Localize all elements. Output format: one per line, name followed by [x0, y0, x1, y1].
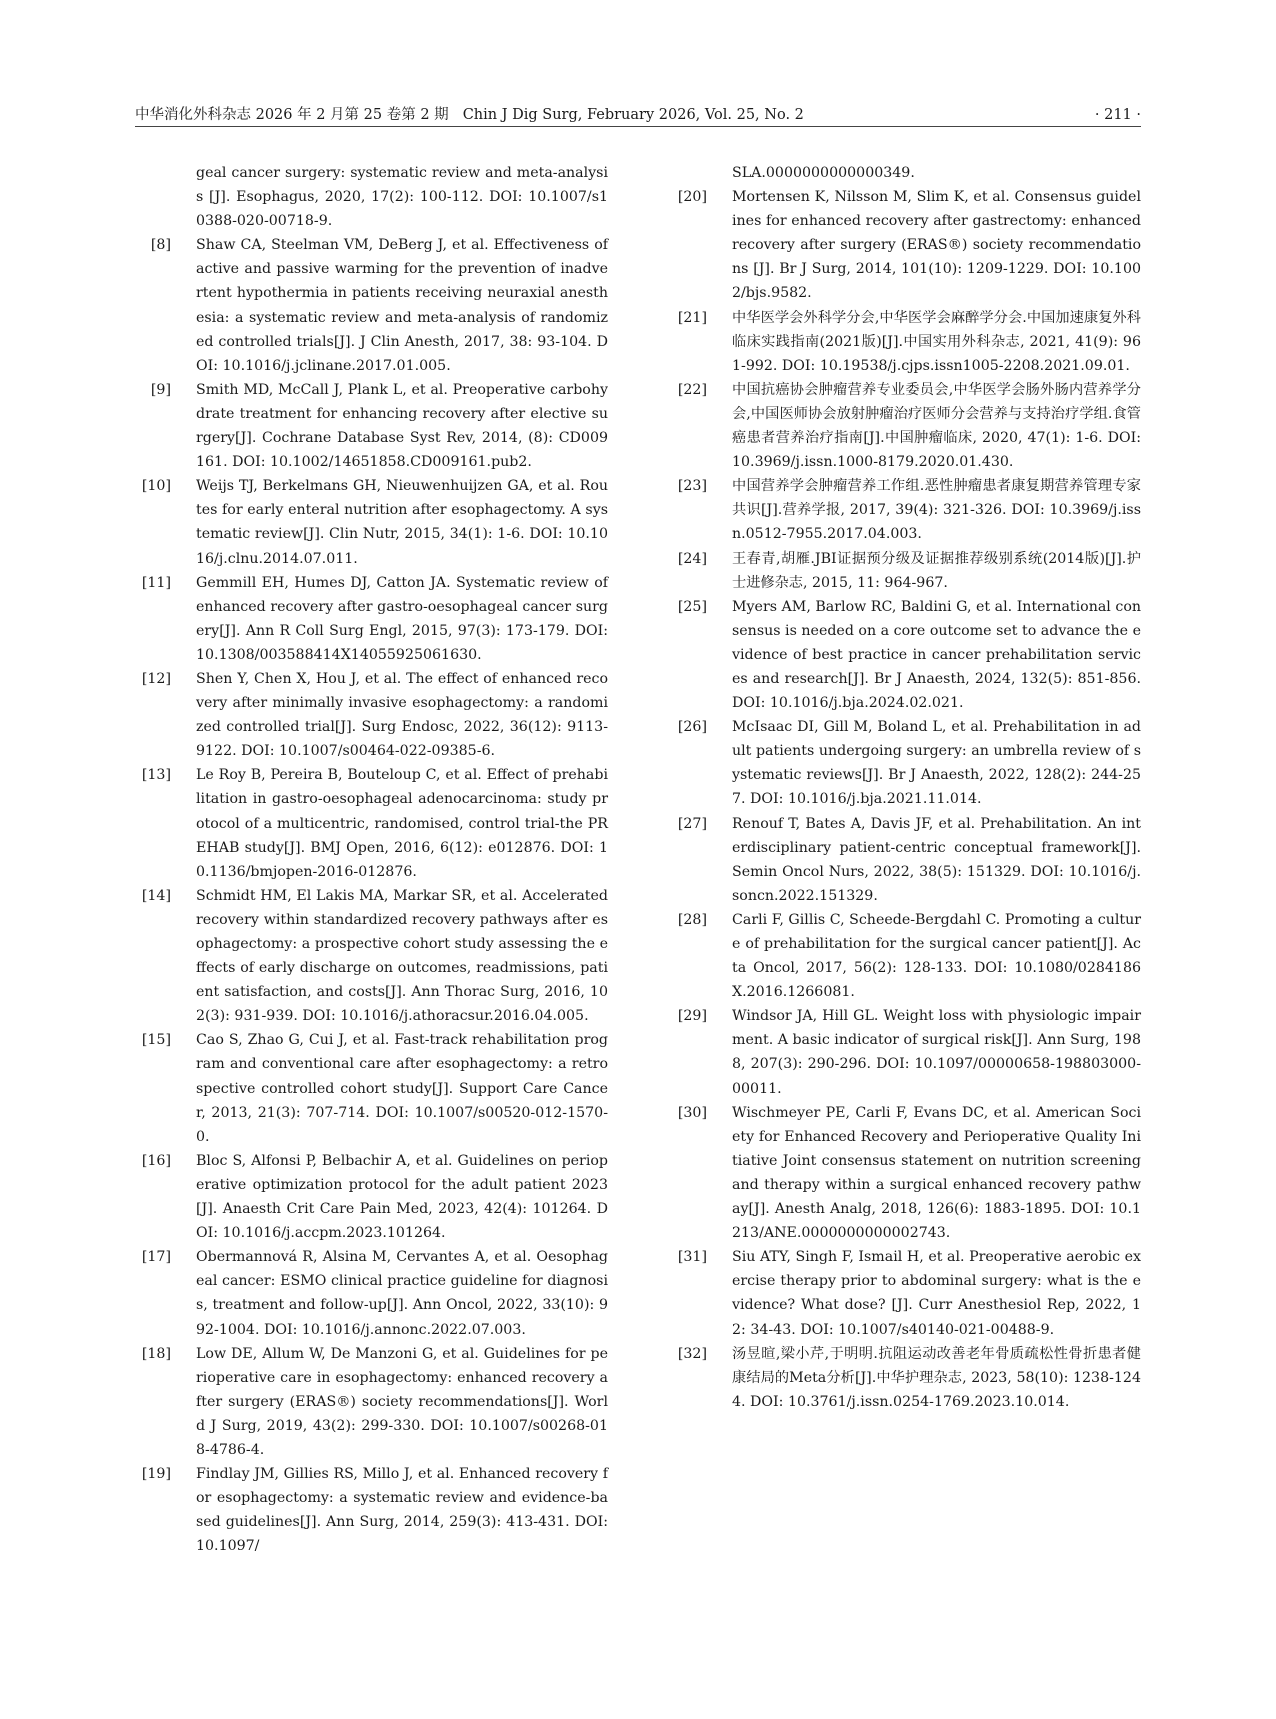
reference-item [671, 474, 1141, 546]
reference-item [135, 378, 608, 474]
reference-number: [28] [677, 911, 707, 928]
reference-number: [29] [677, 1008, 707, 1025]
reference-number: [10] [141, 478, 171, 495]
reference-item [671, 185, 1141, 305]
reference-number: [22] [677, 381, 707, 398]
reference-item [671, 161, 1141, 185]
reference-item [135, 571, 608, 667]
reference-item [135, 233, 608, 378]
reference-number: [30] [677, 1104, 707, 1121]
reference-text: Mortensen K, Nilsson M, Slim K, et al. Consensus guidelines for enhanced recovery after gastrectomy: enhanced recovery after surgery (ERAS®) society recommendations [J]. Br J Surg, 2014, 101(10): 1209-1229. DOI: 10.1002/bjs.9582. [732, 189, 1141, 302]
reference-text: Myers AM, Barlow RC, Baldini G, et al. International consensus is needed on a core outcome set to advance the evidence of best practice in cancer prehabilitation services and research[J]. Br J Anaesth, 2024, 132(5): 851-856. DOI: 10.1016/j.bja.2024.02.021. [732, 598, 1141, 712]
reference-text: Schmidt HM, El Lakis MA, Markar SR, et al. Accelerated recovery within standardized recovery pathways after esophagectomy: a prospective cohort study assessing the effects of early discharge on outcomes, readmissions, patient satisfaction, and costs[J]. Ann Thorac Surg, 2016, 102(3): 931-939. DOI: 10.1016/j.athoracsur.2016.04.005. [196, 887, 608, 1025]
journal-name-en: Chin J Dig Surg, February 2026, Vol. 25, No. 2 [462, 107, 804, 123]
reference-item [135, 161, 608, 233]
reference-number: [18] [141, 1345, 171, 1362]
reference-text: Renouf T, Bates A, Davis JF, et al. Prehabilitation. An interdisciplinary patient-centric conceptual framework[J]. Semin Oncol Nurs, 2022, 38(5): 151329. DOI: 10.1016/j.soncn.2022.151329. [732, 815, 1141, 904]
journal-name-cn: 中华消化外科杂志 2026 年 2 月第 25 卷第 2 期 [135, 107, 449, 123]
reference-number: [17] [141, 1249, 171, 1266]
reference-text: Le Roy B, Pereira B, Bouteloup C, et al. Effect of prehabilitation in gastro-oesophageal adenocarcinoma: study protocol of a multicentric, randomised, control trial-the PREHAB study[J]. BMJ Open, 2016, 6(12): e012876. DOI: 10.1136/bmjopen-2016-012876. [196, 767, 608, 880]
reference-number: [23] [677, 478, 707, 495]
reference-number: [15] [141, 1032, 171, 1049]
reference-item [671, 908, 1141, 1004]
reference-text: 中国抗癌协会肿瘤营养专业委员会,中华医学会肠外肠内营养学分会,中国医师协会放射肿瘤治疗医师分会营养与支持治疗学组.食管癌患者营养治疗指南[J].中国肿瘤临床, 2020, 47(1): 1-6. DOI: 10.3969/j.issn.1000-8179.2020.01.430. [732, 381, 1141, 471]
reference-item [135, 884, 608, 1029]
reference-column-right [671, 161, 1141, 1414]
reference-number: [31] [677, 1249, 707, 1266]
reference-item [135, 474, 608, 570]
reference-item [671, 1004, 1141, 1100]
reference-number: [16] [141, 1152, 171, 1169]
reference-item [671, 547, 1141, 595]
reference-text: Obermannová R, Alsina M, Cervantes A, et al. Oesophageal cancer: ESMO clinical practice guideline for diagnosis, treatment and follow-up[J]. Ann Oncol, 2022, 33(10): 992-1004. DOI: 10.1016/j.annonc.2022.07.003. [196, 1249, 608, 1338]
reference-number: [9] [150, 381, 171, 398]
reference-text: Carli F, Gillis C, Scheede-Bergdahl C. Promoting a culture of prehabilitation for the surgical cancer patient[J]. Acta Oncol, 2017, 56(2): 128-133. DOI: 10.1080/0284186X.2016.1266081. [732, 911, 1141, 1001]
reference-text: SLA.0000000000000349. [732, 165, 915, 181]
reference-text: 汤昱暄,梁小芹,于明明.抗阻运动改善老年骨质疏松性骨折患者健康结局的Meta分析[J].中华护理杂志, 2023, 58(10): 1238-1244. DOI: 10.3761/j.issn.0254-1769.2023.10.014. [732, 1345, 1141, 1410]
reference-text: Bloc S, Alfonsi P, Belbachir A, et al. Guidelines on perioperative optimization protocol for the adult patient 2023[J]. Anaesth Crit Care Pain Med, 2023, 42(4): 101264. DOI: 10.1016/j.accpm.2023.101264. [196, 1152, 608, 1242]
reference-number: [25] [677, 598, 707, 615]
reference-text: Low DE, Allum W, De Manzoni G, et al. Guidelines for perioperative care in esophagectomy: enhanced recovery after surgery (ERAS®) society recommendations[J]. World J Surg, 2019, 43(2): 299-330. DOI: 10.1007/s00268-018-4786-4. [196, 1345, 608, 1458]
reference-item [135, 763, 608, 883]
reference-item [671, 1245, 1141, 1341]
reference-number: [8] [150, 237, 171, 254]
reference-text: Weijs TJ, Berkelmans GH, Nieuwenhuijzen GA, et al. Routes for early enteral nutrition after esophagectomy. A systematic review[J]. Clin Nutr, 2015, 34(1): 1-6. DOI: 10.1016/j.clnu.2014.07.011. [196, 478, 608, 567]
reference-number: [11] [141, 574, 171, 591]
reference-number: [21] [677, 309, 707, 326]
running-header [135, 104, 1141, 127]
reference-item [135, 1149, 608, 1245]
reference-text: Wischmeyer PE, Carli F, Evans DC, et al. American Society for Enhanced Recovery and Perioperative Quality Initiative Joint consensus statement on nutrition screening and therapy within a surgical enhanced recovery pathway[J]. Anesth Analg, 2018, 126(6): 1883-1895. DOI: 10.1213/ANE.0000000000002743. [732, 1104, 1141, 1242]
reference-number: [24] [677, 550, 707, 567]
reference-number: [13] [141, 767, 171, 784]
reference-item [671, 715, 1141, 811]
reference-text: McIsaac DI, Gill M, Boland L, et al. Prehabilitation in adult patients undergoing surgery: an umbrella review of systematic reviews[J]. Br J Anaesth, 2022, 128(2): 244-257. DOI: 10.1016/j.bja.2021.11.014. [732, 719, 1141, 808]
reference-text: Shaw CA, Steelman VM, DeBerg J, et al. Effectiveness of active and passive warming for the prevention of inadvertent hypothermia in patients receiving neuraxial anesthesia: a systematic review and meta-analysis of randomized controlled trials[J]. J Clin Anesth, 2017, 38: 93-104. DOI: 10.1016/j.jclinane.2017.01.005. [196, 237, 608, 374]
reference-item [671, 378, 1141, 474]
reference-item [671, 1342, 1141, 1414]
page-number: · 211 · [1094, 107, 1141, 123]
reference-item [671, 812, 1141, 908]
reference-number: [20] [677, 189, 707, 206]
reference-text: 中国营养学会肿瘤营养工作组.恶性肿瘤患者康复期营养管理专家共识[J].营养学报, 2017, 39(4): 321-326. DOI: 10.3969/j.issn.0512-7955.2017.04.003. [732, 478, 1141, 543]
reference-item [135, 667, 608, 763]
reference-item [671, 306, 1141, 378]
reference-text: Shen Y, Chen X, Hou J, et al. The effect of enhanced recovery after minimally invasive esophagectomy: a randomized controlled trial[J]. Surg Endosc, 2022, 36(12): 9113-9122. DOI: 10.1007/s00464-022-09385-6. [196, 670, 608, 760]
reference-text: Cao S, Zhao G, Cui J, et al. Fast-track rehabilitation program and conventional care after esophagectomy: a retrospective controlled cohort study[J]. Support Care Cancer, 2013, 21(3): 707-714. DOI: 10.1007/s00520-012-1570-0. [196, 1032, 608, 1145]
reference-text: Windsor JA, Hill GL. Weight loss with physiologic impairment. A basic indicator of surgical risk[J]. Ann Surg, 1988, 207(3): 290-296. DOI: 10.1097/00000658-198803000-00011. [732, 1008, 1141, 1097]
reference-text: geal cancer surgery: systematic review and meta-analysis [J]. Esophagus, 2020, 17(2): 100-112. DOI: 10.1007/s10388-020-00718-9. [196, 165, 608, 230]
reference-number: [27] [677, 815, 707, 832]
journal-citation-line [135, 104, 804, 126]
reference-number: [14] [141, 887, 171, 904]
reference-text: Gemmill EH, Humes DJ, Catton JA. Systematic review of enhanced recovery after gastro-oesophageal cancer surgery[J]. Ann R Coll Surg Engl, 2015, 97(3): 173-179. DOI: 10.1308/003588414X14055925061630. [196, 574, 608, 663]
reference-text: 王春青,胡雁.JBI证据预分级及证据推荐级别系统(2014版)[J].护士进修杂志, 2015, 11: 964-967. [732, 550, 1141, 591]
reference-text: 中华医学会外科学分会,中华医学会麻醉学分会.中国加速康复外科临床实践指南(2021版)[J].中国实用外科杂志, 2021, 41(9): 961-992. DOI: 10.19538/j.cjps.issn1005-2208.2021.09.01. [732, 309, 1141, 374]
reference-item [135, 1462, 608, 1558]
reference-number: [32] [677, 1345, 707, 1362]
reference-number: [26] [677, 719, 707, 736]
reference-item [135, 1028, 608, 1148]
reference-item [135, 1342, 608, 1462]
reference-text: Siu ATY, Singh F, Ismail H, et al. Preoperative aerobic exercise therapy prior to abdominal surgery: what is the evidence? What dose? [J]. Curr Anesthesiol Rep, 2022, 12: 34-43. DOI: 10.1007/s40140-021-00488-9. [732, 1249, 1141, 1338]
reference-item [671, 1101, 1141, 1246]
reference-item [671, 595, 1141, 715]
reference-text: Smith MD, McCall J, Plank L, et al. Preoperative carbohydrate treatment for enhancing recovery after elective surgery[J]. Cochrane Database Syst Rev, 2014, (8): CD009161. DOI: 10.1002/14651858.CD009161.pub2. [196, 381, 608, 471]
reference-text: Findlay JM, Gillies RS, Millo J, et al. Enhanced recovery for esophagectomy: a systematic review and evidence-based guidelines[J]. Ann Surg, 2014, 259(3): 413-431. DOI: 10.1097/ [196, 1466, 608, 1555]
reference-number: [12] [141, 670, 171, 687]
reference-column-left [135, 161, 608, 1558]
reference-number: [19] [141, 1466, 171, 1483]
reference-item [135, 1245, 608, 1341]
